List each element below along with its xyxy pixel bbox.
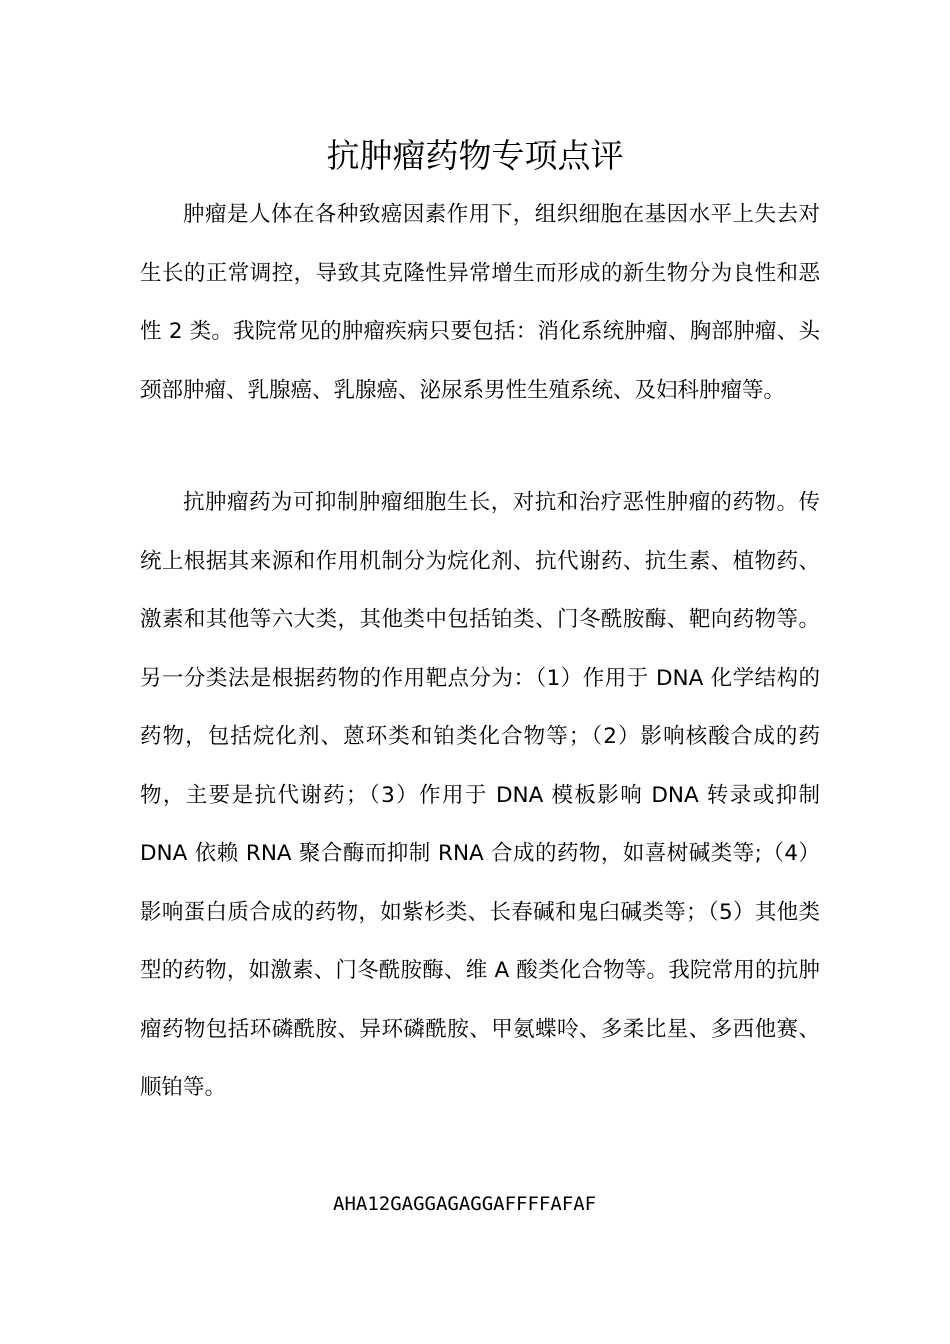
paragraph-antitumor-drugs: 抗肿瘤药为可抑制肿瘤细胞生长，对抗和治疗恶性肿瘤的药物。传统上根据其来源和作用机制分为烷化剂、抗代谢药、抗生素、植物药、激素和其他等六大类，其他类中包括铂类、门冬酰胺酶、靶向药物等。另一分类法是根据药物的作用靶点分为：（1）作用于 DNA 化学结构的药物，包括烷化剂、蒽环类和铂类化合物等；（2）影响核酸合成的药物，主要是抗代谢药；（3）作用于 DNA 模板影响 DNA 转录或抑制 DNA 依赖 RNA 聚合酶而抑制 RNA 合成的药物，如喜树碱类等;（4）影响蛋白质合成的药物，如紫杉类、长春碱和鬼臼碱类等；（5）其他类型的药物，如激素、门冬酰胺酶、维 A 酸类化合物等。我院常用的抗肿瘤药物包括环磷酰胺、异环磷酰胺、甲氨蝶呤、多柔比星、多西他赛、顺铂等。 [140, 490, 820, 1100]
footer-code: AHA12GAGGAGAGGAFFFFAFAF [333, 1193, 597, 1215]
document-title: 抗肿瘤药物专项点评 [326, 136, 624, 175]
paragraph-tumor-intro: 肿瘤是人体在各种致癌因素作用下，组织细胞在基因水平上失去对生长的正常调控，导致其克隆性异常增生而形成的新生物分为良性和恶性 2 类。我院常见的肿瘤疾病只要包括：消化系统肿瘤、胸部肿瘤、头颈部肿瘤、乳腺癌、乳腺癌、泌尿系男性生殖系统、及妇科肿瘤等。 [140, 202, 820, 403]
